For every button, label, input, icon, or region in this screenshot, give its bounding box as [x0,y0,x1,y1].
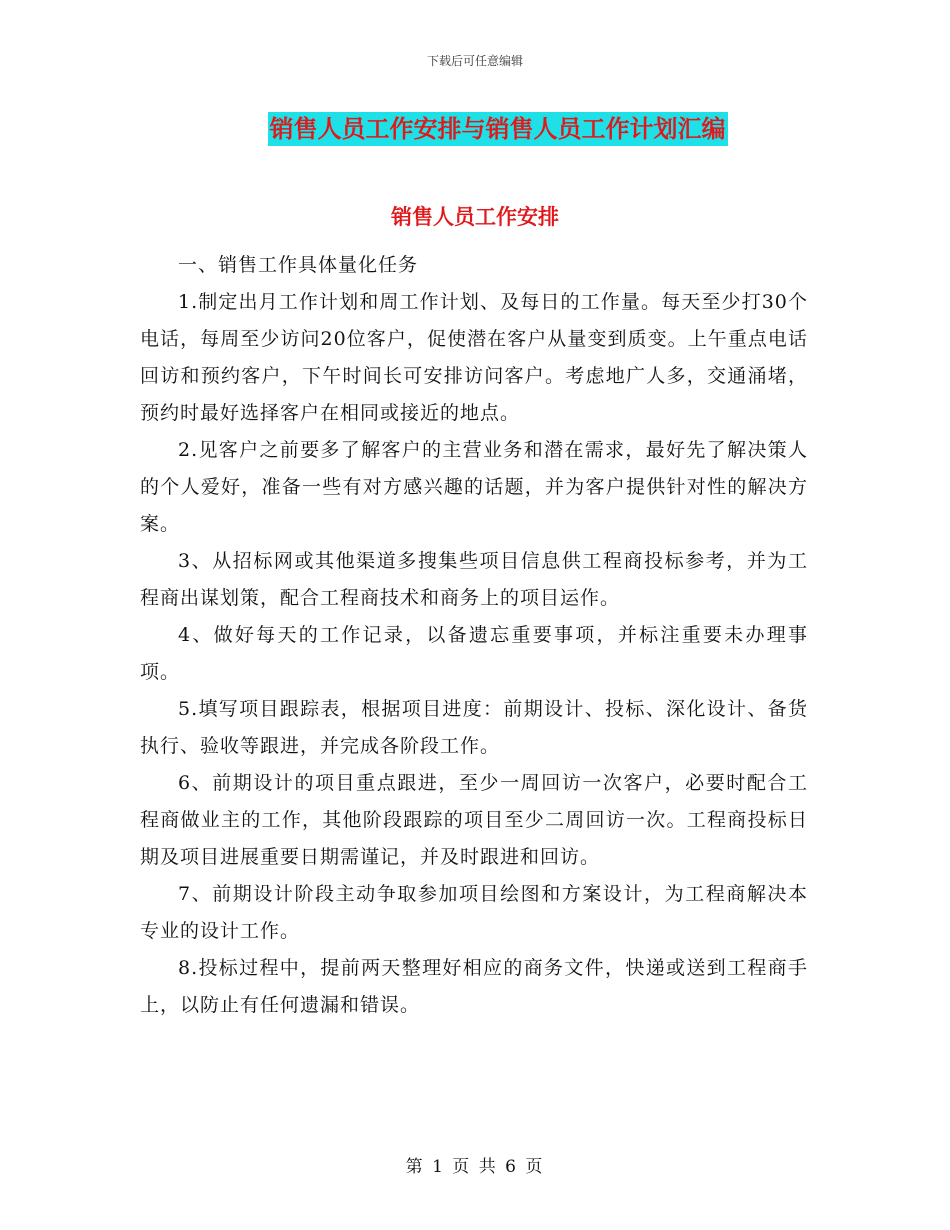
page-number-footer: 第 1 页 共 6 页 [405,1157,545,1177]
paragraph-item-8: 8.投标过程中，提前两天整理好相应的商务文件，快递或送到工程商手上，以防止有任何遗漏和错误。 [140,957,808,1016]
main-title-wrap [0,112,950,146]
paragraph-item-3: 3、从招标网或其他渠道多搜集些项目信息供工程商投标参考，并为工程商出谋划策，配合工程商技术和商务上的项目运作。 [140,550,808,609]
section-title: 销售人员工作安排 [391,205,559,229]
paragraph-item-2: 2.见客户之前要多了解客户的主营业务和潜在需求，最好先了解决策人的个人爱好，准备一些有对方感兴趣的话题，并为客户提供针对性的解决方案。 [140,439,808,535]
header-note: 下载后可任意编辑 [426,54,523,68]
paragraph-item-6: 6、前期设计的项目重点跟进，至少一周回访一次客户，必要时配合工程商做业主的工作，其他阶段跟踪的项目至少二周回访一次。工程商投标日期及项目进展重要日期需谨记，并及时跟进和回访。 [140,772,808,868]
paragraph-item-7: 7、前期设计阶段主动争取参加项目绘图和方案设计，为工程商解决本专业的设计工作。 [140,883,808,942]
paragraph-item-5: 5.填写项目跟踪表，根据项目进度：前期设计、投标、深化设计、备货执行、验收等跟进，并完成各阶段工作。 [140,698,808,757]
document-body [140,247,808,1024]
paragraph-heading: 一、销售工作具体量化任务 [178,254,419,276]
paragraph-item-1: 1.制定出月工作计划和周工作计划、及每日的工作量。每天至少打30个电话，每周至少访问20位客户，促使潜在客户从量变到质变。上午重点电话回访和预约客户，下午时间长可安排访问客户。考虑地广人多，交通涌堵，预约时最好选择客户在相同或接近的地点。 [140,291,808,424]
main-title: 销售人员工作安排与销售人员工作计划汇编 [268,112,728,146]
paragraph-item-4: 4、做好每天的工作记录，以备遗忘重要事项，并标注重要未办理事项。 [140,624,808,683]
